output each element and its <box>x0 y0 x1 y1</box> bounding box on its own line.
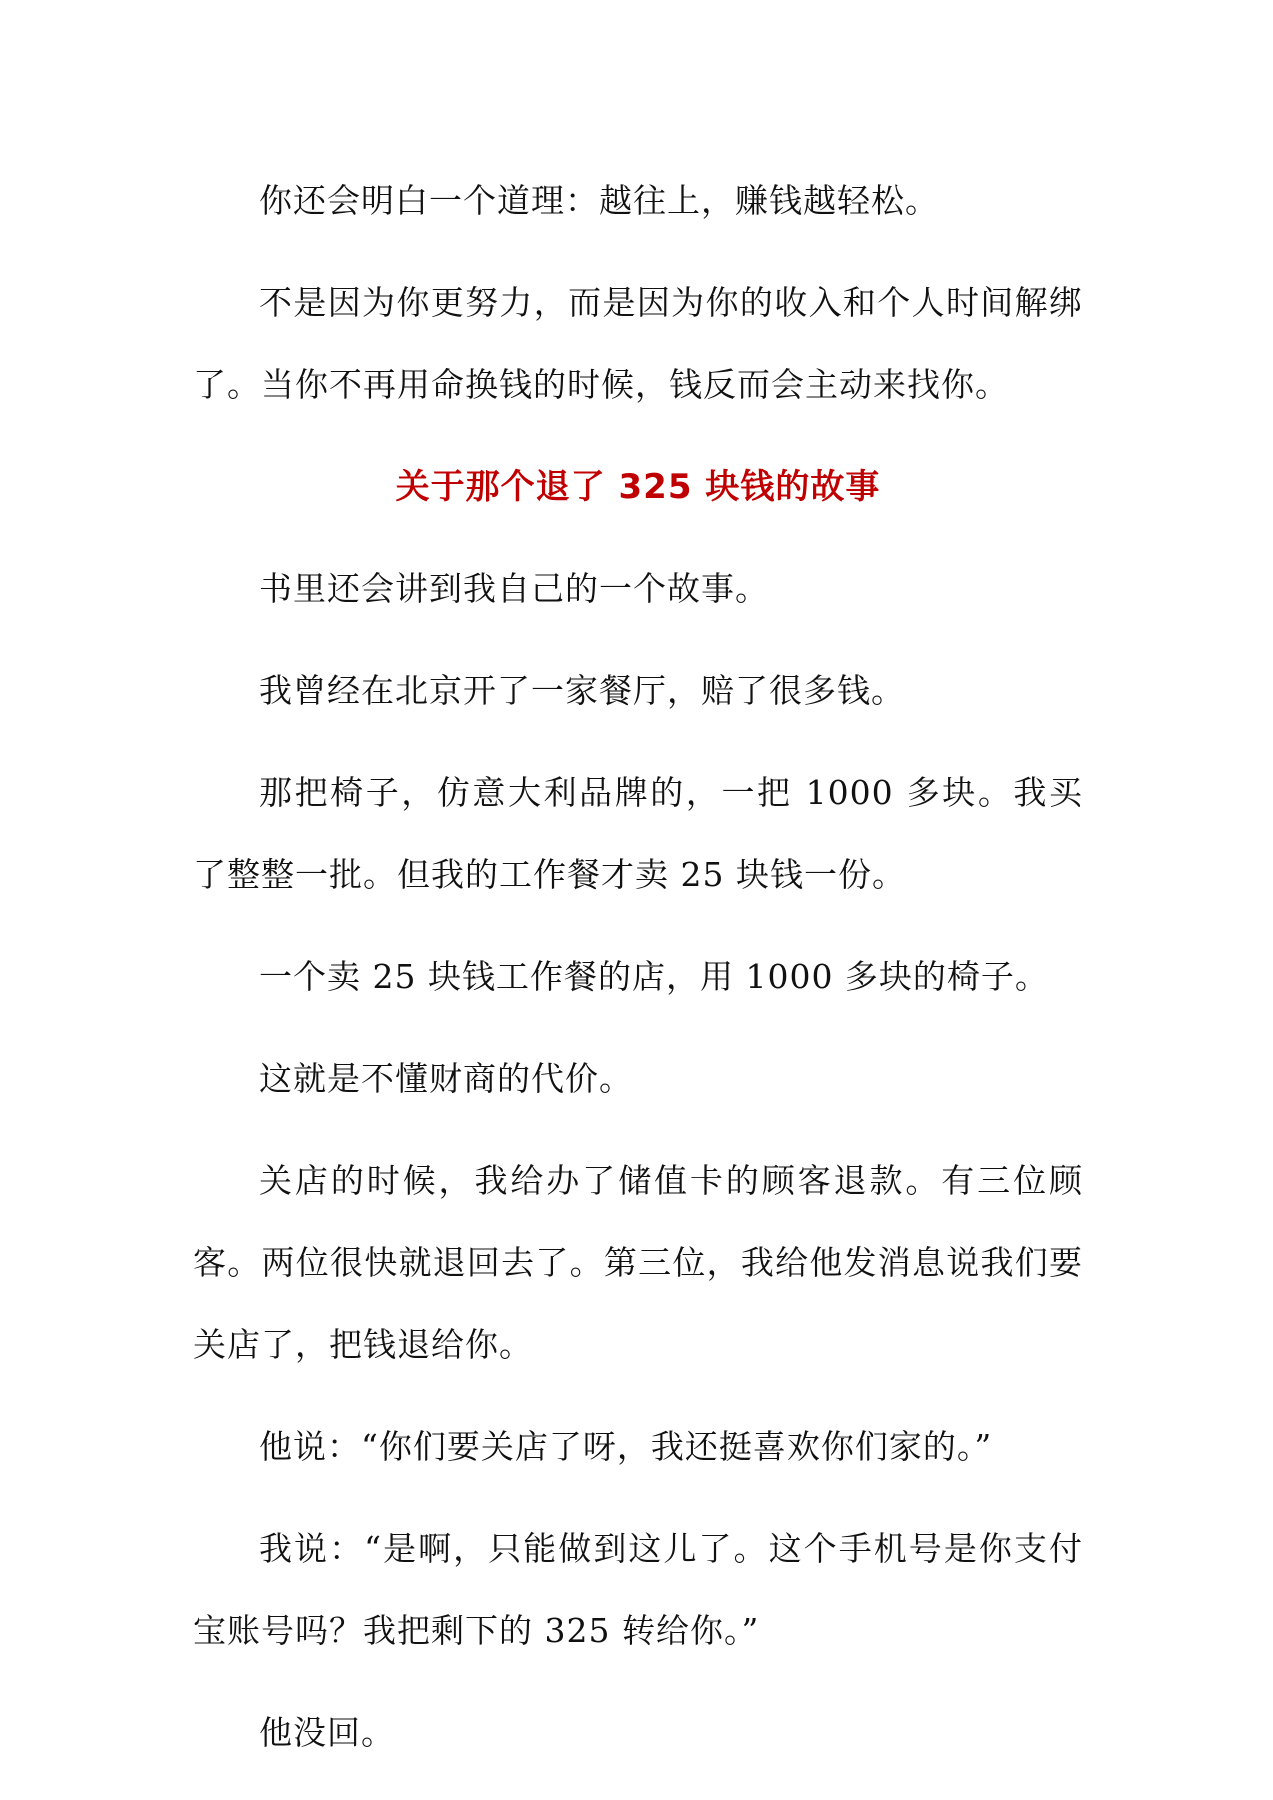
paragraph: 我说：“是啊，只能做到这儿了。这个手机号是你支付宝账号吗？我把剩下的 325 转给你。” <box>193 1529 1083 1650</box>
paragraph: 那把椅子，仿意大利品牌的，一把 1000 多块。我买了整整一批。但我的工作餐才卖 25 块钱一份。 <box>193 773 1083 894</box>
paragraph: 书里还会讲到我自己的一个故事。 <box>259 569 769 608</box>
paragraph: 他没回。 <box>259 1713 395 1752</box>
paragraph: 他说：“你们要关店了呀，我还挺喜欢你们家的。” <box>259 1427 993 1466</box>
text-column <box>193 160 1083 1794</box>
paragraph: 这就是不懂财商的代价。 <box>259 1059 633 1098</box>
paragraph: 一个卖 25 块钱工作餐的店，用 1000 多块的椅子。 <box>259 957 1049 996</box>
paragraph: 你还会明白一个道理：越往上，赚钱越轻松。 <box>259 181 939 220</box>
section-heading: 关于那个退了 325 块钱的故事 <box>395 467 881 507</box>
paragraph: 不是因为你更努力，而是因为你的收入和个人时间解绑了。当你不再用命换钱的时候，钱反而会主动来找你。 <box>193 283 1083 404</box>
paragraph: 关店的时候，我给办了储值卡的顾客退款。有三位顾客。两位很快就退回去了。第三位，我给他发消息说我们要关店了，把钱退给你。 <box>193 1161 1083 1364</box>
paragraph: 我曾经在北京开了一家餐厅，赔了很多钱。 <box>259 671 905 710</box>
